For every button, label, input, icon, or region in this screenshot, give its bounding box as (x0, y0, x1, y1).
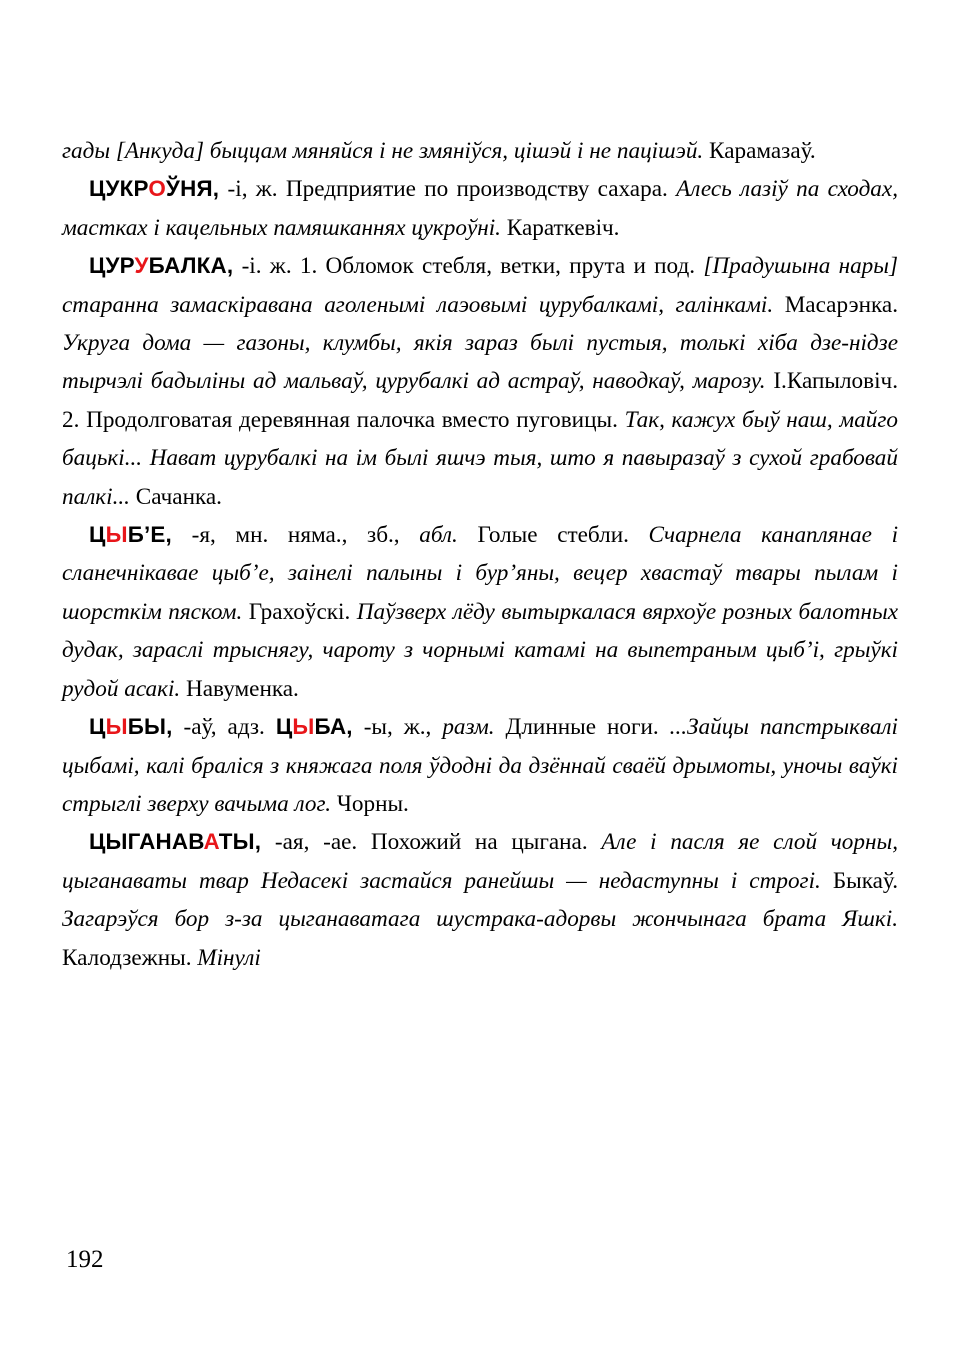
headword-part-after: Б’Е, (127, 522, 172, 548)
citation-source: Чорны. (331, 790, 409, 817)
usage-label: разм. (442, 714, 495, 741)
headword-cybje (89, 522, 172, 547)
dictionary-entry-cyhanavaty (62, 823, 898, 977)
citation-source-1: Быкаў. (820, 867, 898, 894)
continued-entry-example: гады [Анкуда] быццам мяняйся і не змяніўся, цішэй і не пацішэй. (62, 138, 704, 164)
grammar-info-2: -ы, ж., (352, 714, 443, 741)
citation-source: Караткевіч. (500, 214, 620, 241)
example-citation-3: Мінулі (197, 944, 261, 971)
definition-text: Голые стебли. (457, 522, 649, 549)
example-citation-2: Загарэўся бор з-за цыганаватага шустрака-адорвы жончынага брата Яшкі. (62, 906, 898, 933)
definition-text: Предприятие по производству сахара. (285, 176, 677, 203)
sense-2-example: Так, кажух быў наш, майго бацькі... Нават цурубалкі на ім былі яшчэ тыя, што я павыразаў з сухой грабовай палкі... (62, 406, 899, 510)
sense-1-example-1: [Прадушына нары] старанна замаскіравана аголенымі лаэовымі цурубалкамі, галінкамі. (62, 253, 898, 318)
example-citation: Алесь лазіў па сходах, мастках і кацельных памяшканнях цукроўні. (62, 176, 898, 241)
headword-accent-vowel: У (134, 253, 149, 279)
dictionary-entry-cybje (62, 516, 898, 708)
example-citation-1: Але і пасля яе слой чорны, цыганаваты твар Недасекі застайся ранейшы — недаступны і строгі. (62, 829, 898, 894)
headword-accent-vowel: Ы (105, 522, 128, 548)
dictionary-entry-curubalka (62, 247, 898, 516)
example-citation-2: Паўзверх лёду вытыркалася вярхоўе розных балотных дудак, зараслі трыснягу, чароту з чорнымі катамі на выпетраным цыб’і, грыўкі рудой асакі. (62, 598, 899, 702)
grammar-info: -ая, -ае. (261, 829, 371, 856)
example-citation-1: Счарнела канаплянае і сланечнікавае цыб’е, заінелі палыны і бур’яны, вецер хвастаў твары пылам і шорсткім пяском. (62, 522, 899, 625)
sense-1-source-1: Масарэнка. (773, 291, 898, 318)
sense-2-source: Сачанка. (129, 483, 222, 510)
citation-source-2: Калодзежны. (62, 944, 198, 971)
headword-accent-vowel: А (203, 829, 219, 855)
headword-part-before: Ц (89, 522, 106, 548)
citation-source-2: Навуменка. (180, 675, 299, 702)
grammar-info: -і, ж. (219, 176, 286, 203)
headword-accent-vowel: О (148, 176, 167, 202)
headword-part-before: ЦЫГАНАВ (89, 829, 204, 855)
headword-part-before: Ц (89, 714, 106, 740)
headword-cukrounya (89, 176, 219, 201)
example-citation: ...Зайцы папстрыквалі цыбамі, калі браліся з княжага поля ўдодні да дзённай сваёй дрымоты, уночы ваўкі стрыглі зверху вачыма лог. (62, 714, 898, 817)
grammar-info: -я, мн. няма., зб., (171, 522, 420, 549)
sense-1-definition: Обломок стебля, ветки, прута и под. (325, 253, 704, 280)
headword-part-after: БАЛКА, (148, 253, 234, 279)
headword-part-after: ТЫ, (218, 829, 262, 855)
continued-entry (62, 132, 898, 170)
grammar-info: -аў, адз. (172, 714, 276, 741)
grammar-info: -і. ж. (233, 253, 300, 280)
headword-part-before: ЦУКР (89, 176, 149, 202)
page-text-column (62, 132, 898, 977)
headword-part-after: БЫ, (127, 714, 173, 740)
page-number: 192 (66, 1246, 104, 1273)
citation-source-1: Грахоўскі. (242, 598, 357, 625)
definition-text: Длинные ноги. (494, 714, 670, 741)
headword-part-after: ЎНЯ, (166, 176, 220, 202)
headword-cyby (89, 714, 173, 739)
headword-cyhanavaty (89, 829, 261, 854)
continued-entry-source: Карамазаў. (709, 138, 816, 164)
headword2-accent-vowel: Ы (292, 714, 315, 740)
sense-1-source-2: І.Капыловіч. (765, 368, 898, 395)
headword-cyba (276, 714, 353, 739)
sense-2-definition: Продолговатая деревянная палочка вместо пуговицы. (86, 406, 625, 433)
definition-text: Похожий на цыгана. (370, 829, 602, 856)
dictionary-entry-cukrounya (62, 170, 898, 247)
usage-label: абл. (419, 522, 458, 549)
headword2-part-after: БА, (314, 714, 353, 740)
headword-curubalka (89, 253, 233, 278)
headword2-part-before: Ц (275, 714, 293, 740)
dictionary-entry-cyby (62, 708, 898, 823)
sense-2-number: 2. (62, 406, 87, 433)
sense-1-example-2: Укруга дома — газоны, клумбы, якія зараз былі пустыя, толькі хіба дзе-нідзе тырчэлі бадыліны ад мальваў, цурубалкі ад астраў, наводкаў, марозу. (62, 330, 898, 395)
sense-1-number: 1. (299, 253, 326, 280)
headword-part-before: ЦУР (89, 253, 135, 279)
headword-accent-vowel: Ы (105, 714, 128, 740)
